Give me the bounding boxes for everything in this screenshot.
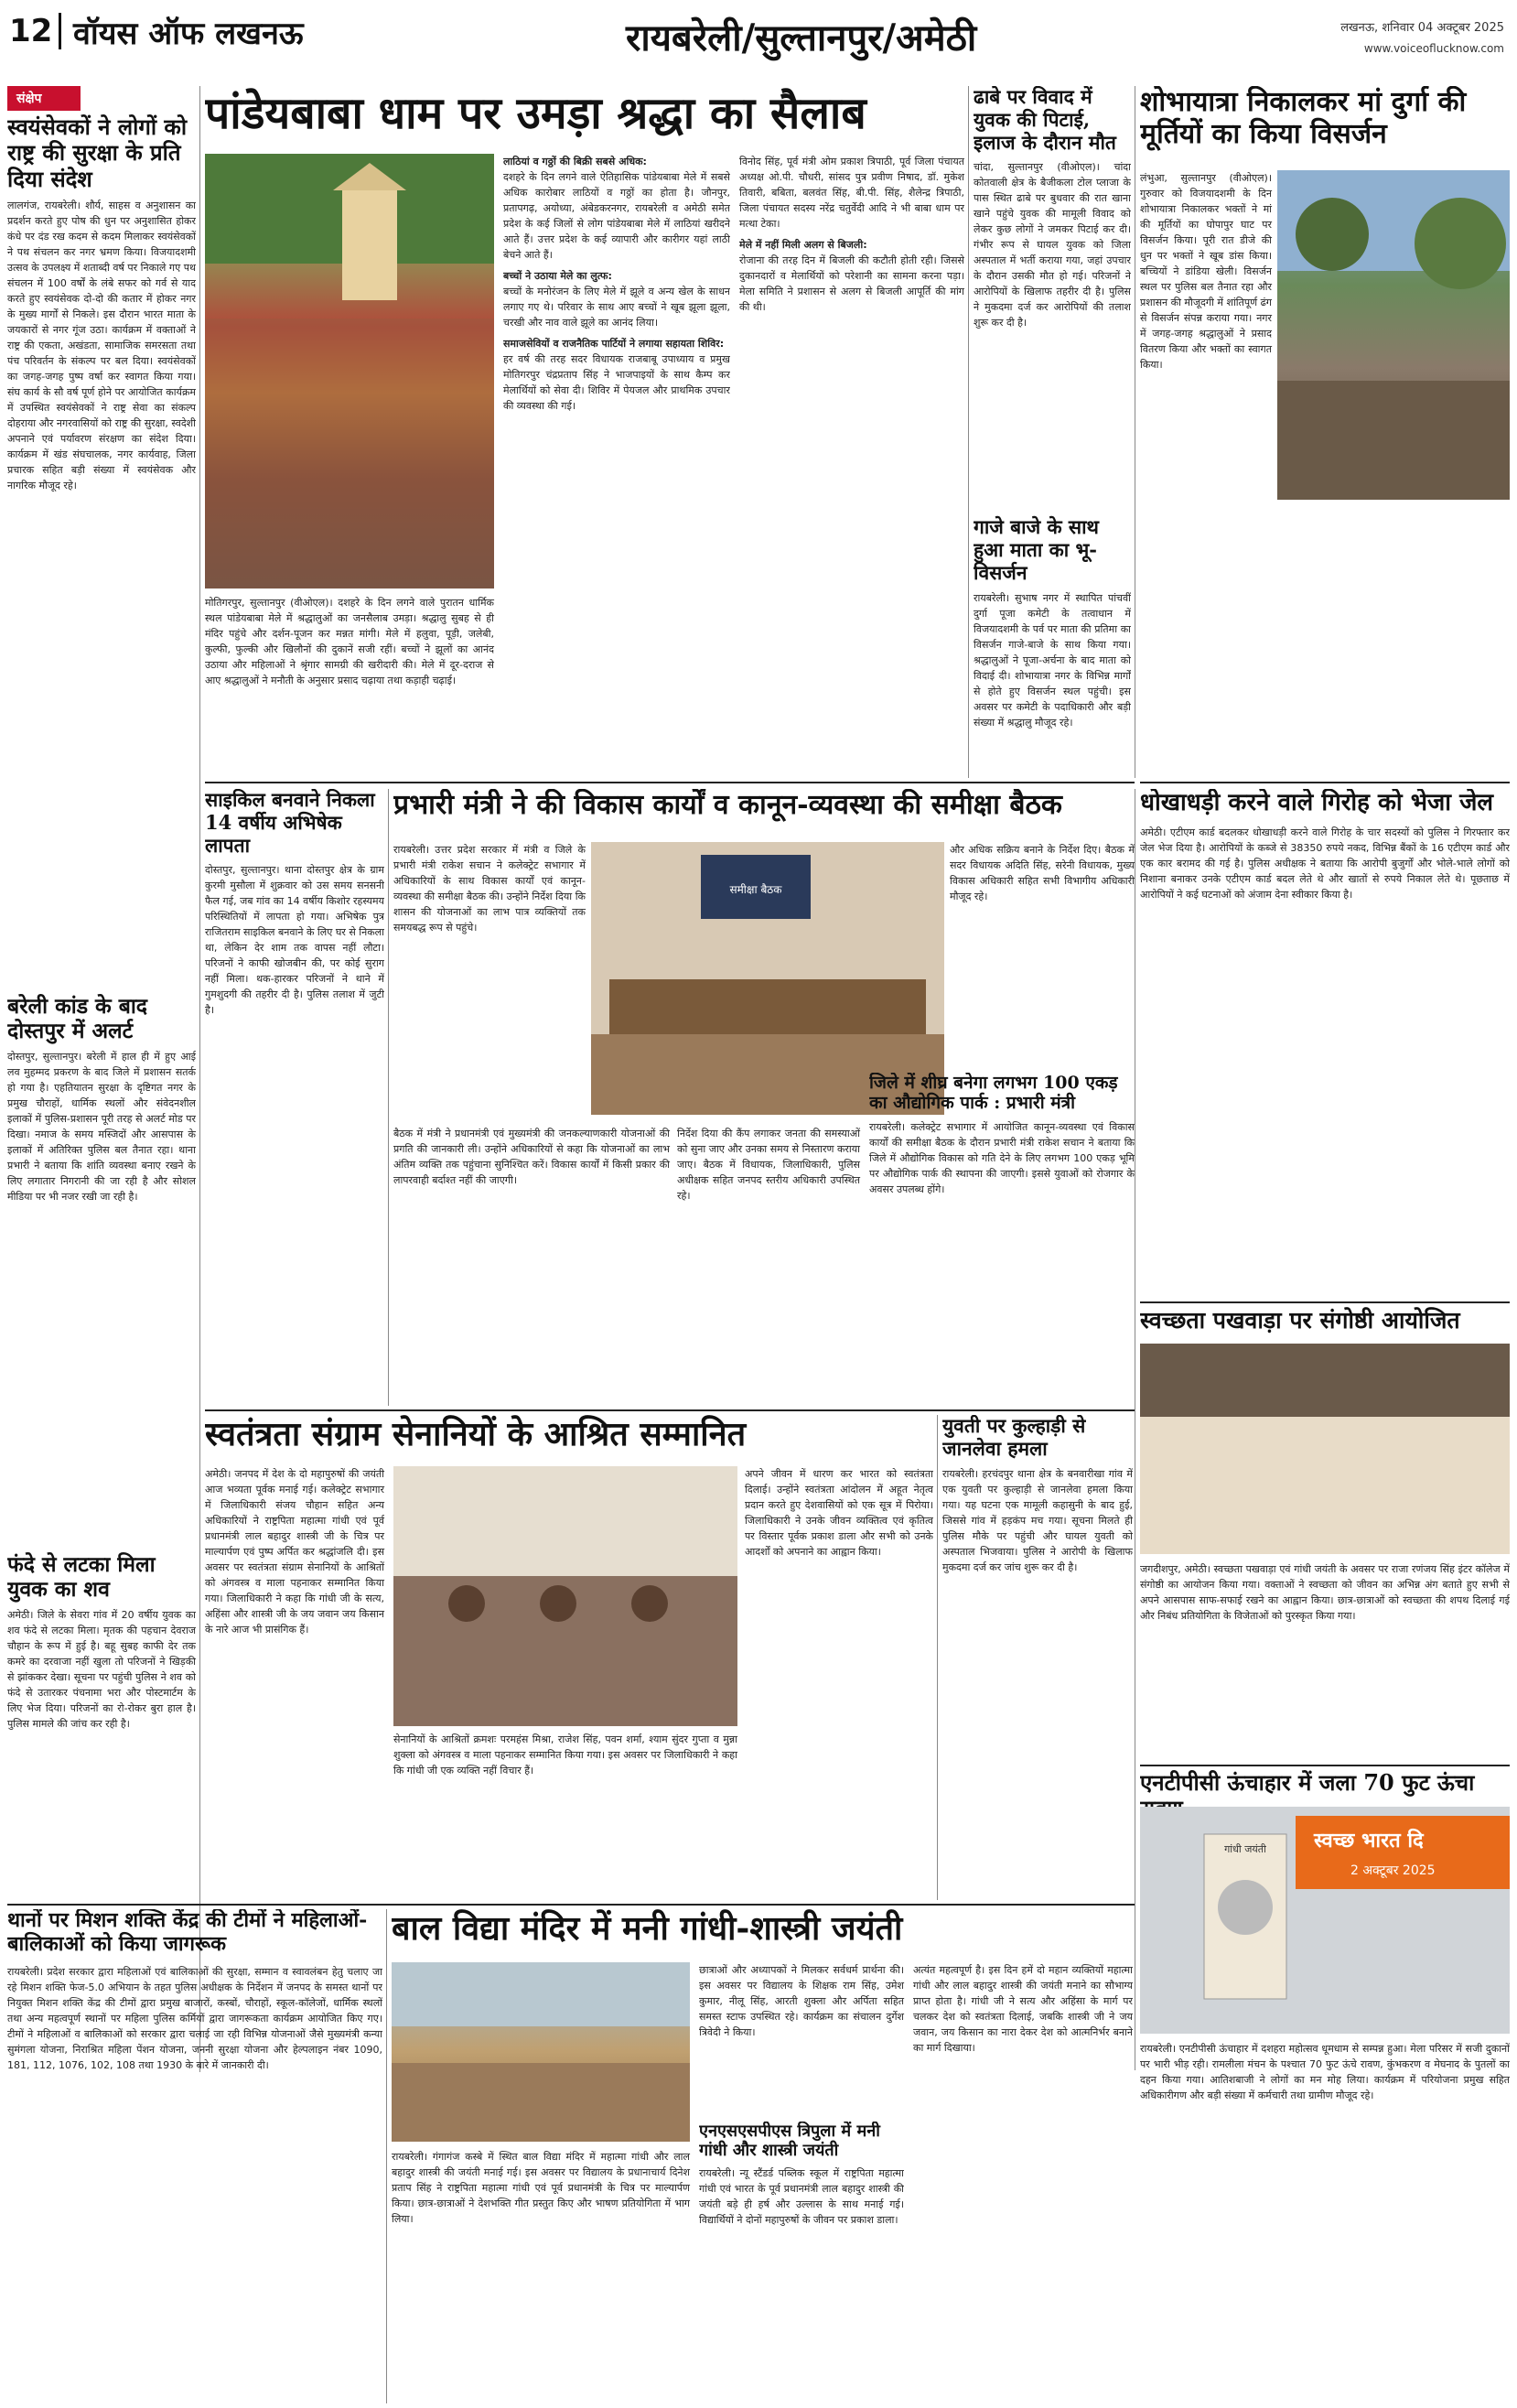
ravan-banner-date: 2 अक्टूबर 2025: [1350, 1863, 1436, 1878]
freedom-photo: [393, 1466, 737, 1726]
missing-body: दोस्तपुर, सुल्तानपुर। थाना दोस्तपुर क्षेत्र के ग्राम कुरमी मुसौला में शुक्रवार को उस समय सनसनी फैल गई, जब गांव का 14 वर्षीय किशोर रहस्यमय परिस्थितियों में लापता हो गया। अभिषेक पुत्र राजितराम साइकिल बनवाने के लिए घर से निकला था, लेकिन देर शाम तक वापस नहीं लौटा। परिजनों ने काफी खोजबीन की, पर कोई सुराग नहीं मिला। थक-हारकर परिजनों ने थाने में गुमशुदगी की तहरीर दी है। पुलिस तलाश में जुटी है।: [205, 864, 384, 1017]
lead-col2-body2: बच्चों के मनोरंजन के लिए मेले में झूले व अन्य खेल के साधन लगाए गए थे। परिवार के साथ आए बच्चों ने खूब झूला झूला, चरखी और नाव वाले झूले का आनंद लिया।: [503, 286, 730, 329]
minister-screen-text: समीक्षा बैठक: [729, 883, 782, 896]
school-headline: बाल विद्या मंदिर में मनी गांधी-शास्त्री जयंती: [392, 1909, 903, 1948]
school-sub-headline: एनएसएसपीएस त्रिपुला में मनी गांधी और शास्त्री जयंती: [699, 2122, 880, 2161]
procession-illustration: [1277, 170, 1510, 500]
garba-headline: गाजे बाजे के साथ हुआ माता का भू-विसर्जन: [974, 515, 1099, 584]
gandhi-banner-illustration: [1140, 1807, 1510, 2034]
freedom-body: अमेठी। जनपद में देश के दो महापुरुषों की जयंती आज भव्यता पूर्वक मनाई गई। कलेक्ट्रेट सभागार में जिलाधिकारी संजय चौहान सहित अन्य अधिकारियों ने राष्ट्रपिता महात्मा गांधी एवं पूर्व प्रधानमंत्री लाल बहादुर शास्त्री जी के चित्र पर माल्यार्पण एवं पुष्प अर्पित कर श्रद्धांजलि दी। इस अवसर पर स्वतंत्रता संग्राम सेनानियों के आश्रितों को अंगवस्त्र व माला पहनाकर सम्मानित किया गया। जिलाधिकारी ने कहा कि गांधी जी के सत्य, अहिंसा और शास्त्री जी के जय जवान जय किसान के नारे आज भी प्रासंगिक हैं।: [205, 1468, 384, 1636]
dateline: लखनऊ, शनिवार 04 अक्टूबर 2025: [1340, 21, 1504, 35]
minister-body-4: और अधिक सक्रिय बनाने के निर्देश दिए। बैठक में सदर विधायक अदिति सिंह, सरेनी विधायक, मुख्य विकास अधिकारी सहित सभी विभागीय अधिकारी मौजूद रहे।: [950, 844, 1135, 902]
minister-sub-body: रायबरेली। कलेक्ट्रेट सभागार में आयोजित कानून-व्यवस्था एवं विकास कार्यों की समीक्षा बैठक के दौरान प्रभारी मंत्री राकेश सचान ने बताया कि जिले में औद्योगिक विकास को गति देने के लिए लगभग 100 एकड़ भूमि पर औद्योगिक पार्क की स्थापना की जाएगी। इससे युवाओं को रोजगार के अवसर उपलब्ध होंगे।: [869, 1120, 1135, 1195]
school-story: [392, 1909, 1133, 2403]
minister-body-3: निर्देश दिया की कैंप लगाकर जनता की समस्याओं को सुना जाए और उनका समय से निस्तारण कराया जाए। बैठक में विधायक, जिलाधिकारी, पुलिस अधीक्षक सहित जनपद स्तरीय अधिकारी उपस्थित रहे।: [677, 1128, 860, 1202]
brief-column: [7, 86, 196, 2072]
website[interactable]: www.voiceoflucknow.com: [1363, 42, 1504, 55]
school-illustration: [392, 1962, 690, 2142]
lead-story: [205, 86, 964, 778]
masthead: वॉयस ऑफ लखनऊ: [73, 16, 304, 52]
attack-story: [942, 1415, 1133, 1900]
lead-col2-body: दशहरे के दिन लगने वाले ऐतिहासिक पांडेयबाबा मेले में सबसे अधिक कारोबार लाठियों व गठ्ठों का होता है। जौनपुर, प्रतापगढ़, अयोध्या, अंबेडकरनगर, रायबरेली व अमेठी समेत प्रदेश के कई जिलों से लोग पांडेयबाबा मेले में लाठियां खरीदने आते हैं। उत्तर प्रदेश के कई व्यापारी और कारीगर यहां लाठी बेचने आते हैं।: [503, 171, 730, 261]
lead-caption: मोतिगरपुर, सुल्तानपुर (वीओएल)। दशहरे के दिन लगने वाले पुरातन धार्मिक स्थल पांडेयबाबा मेले में श्रद्धालुओं का जनसैलाब उमड़ा। श्रद्धालु सुबह से ही मंदिर पहुंचे और दर्शन-पूजन कर मन्नत मांगी। मेले में हलुवा, पूड़ी, जलेबी, कुल्फी, फुल्की और खिलौनों की दुकानें सजी रहीं। बच्चों ने झूलों का आनंद उठाया और महिलाओं ने श्रृंगार सामग्री की खरीदारी की। मेले में दूर-दराज से आए श्रद्धालुओं ने मनौती के अनुसार प्रसाद चढ़ाया तथा कड़ाही चढ़ाई।: [205, 597, 494, 686]
lead-col2-sub2: बच्चों ने उठाया मेले का लुत्फ:: [503, 270, 612, 282]
brief-2-body: दोस्तपुर, सुल्तानपुर। बरेली में हाल ही में हुए आई लव मुहम्मद प्रकरण के बाद जिले में प्रशासन सतर्क हो गया है। एहतियातन सुरक्षा के दृष्टिगत नगर के प्रमुख चौराहों, धार्मिक स्थलों और संवेदनशील इलाकों में पुलिस-प्रशासन पूरी तरह से अलर्ट मोड पर दिखा। नमाज के समय मस्जिदों और आसपास के इलाकों में अतिरिक्त पुलिस बल तैनात रहा। थाना प्रभारी ने बताया कि शांति व्यवस्था बनाए रखने के लिए लगातार निगरानी की जा रही है और सोशल मीडिया पर भी नजर रखी जा रही है।: [7, 1051, 196, 1204]
fraud-story: [1140, 789, 1510, 1298]
brief-2-title: बरेली कांड के बाद दोस्तपुर में अलर्ट: [7, 993, 148, 1044]
page-header: [0, 0, 1517, 79]
swachh-story: [1140, 1307, 1510, 1761]
swachh-body: जगदीशपुर, अमेठी। स्वच्छता पखवाड़ा एवं गांधी जयंती के अवसर पर राजा रणंजय सिंह इंटर कॉलेज में संगोष्ठी का आयोजन किया गया। वक्ताओं ने स्वच्छता को जीवन का अभिन्न अंग बताते हुए सभी से अपने आसपास साफ-सफाई रखने का आह्वान किया। छात्र-छात्राओं को स्वच्छता की शपथ दिलाई गई और निबंध प्रतियोगिता के विजेताओं को पुरस्कृत किया गया।: [1140, 1563, 1510, 1622]
attack-body: रायबरेली। हरचंदपुर थाना क्षेत्र के बनवारीखा गांव में एक युवती पर कुल्हाड़ी से जानलेवा हमला किया गया। यह घटना एक मामूली कहासुनी के बाद हुई, जिससे गांव में हड़कंप मच गया। सूचना मिलते ही पुलिस मौके पर पहुंची और घायल युवती को अस्पताल भिजवाया। पुलिस ने आरोपी के खिलाफ मुकदमा दर्ज कर जांच शुरू कर दी है।: [942, 1467, 1133, 1573]
swachh-headline: स्वच्छता पखवाड़ा पर संगोष्ठी आयोजित: [1140, 1307, 1460, 1334]
minister-sub-headline: जिले में शीघ्र बनेगा लगभग 100 एकड़ का औद्योगिक पार्क : प्रभारी मंत्री: [869, 1073, 1118, 1114]
page-number: 12: [9, 13, 53, 49]
ravan-banner-text: स्वच्छ भारत दि: [1314, 1830, 1424, 1852]
ravan-portrait-label: गांधी जयंती: [1224, 1843, 1266, 1855]
shobha-headline: शोभायात्रा निकालकर मां दुर्गा की मूर्तियों का किया विसर्जन: [1140, 86, 1467, 151]
dhaba-story: [974, 86, 1131, 778]
shobha-photo: [1277, 170, 1510, 500]
lead-col2-sub3: समाजसेवियों व राजनैतिक पार्टियों ने लगाया सहायता शिविर:: [503, 338, 725, 350]
dhaba-body: चांदा, सुल्तानपुर (वीओएल)। चांदा कोतवाली क्षेत्र के बैजीकला टोल प्लाजा के पास स्थित ढाबे पर बुधवार की रात खाना खाने पहुंचे युवक की मामूली विवाद को लेकर कुछ लोगों ने जमकर पिटाई कर दी। गंभीर रूप से घायल युवक को जिला अस्पताल में भर्ती कराया गया, जहां उपचार के दौरान उसकी मौत हो गई। परिजनों ने आरोपियों के खिलाफ तहरीर दी है। पुलिस ने मुकदमा दर्ज कर आरोपियों की तलाश शुरू कर दी है।: [974, 161, 1131, 329]
lead-col3-body2: रोजाना की तरह दिन में बिजली की कटौती होती रही। जिससे दुकानदारों व मेलार्थियों को परेशानी का सामना करना पड़ा। मेला समिति ने प्रशासन से अलग से बिजली आपूर्ति की मांग की थी।: [739, 254, 964, 313]
garba-body: रायबरेली। सुभाष नगर में स्थापित पांचवीं दुर्गा पूजा कमेटी के तत्वाधान में विजयादशमी के पर्व पर माता की प्रतिमा का विसर्जन गाजे-बाजे के साथ किया गया। श्रद्धालुओं ने पूजा-अर्चना के बाद माता को विदाई दी। शोभायात्रा नगर के विभिन्न मार्गों से होते हुए विसर्जन स्थल पहुंची। इस अवसर पर कमेटी के पदाधिकारी और बड़ी संख्या में श्रद्धालु मौजूद रहे।: [974, 591, 1131, 729]
minister-body-2: बैठक में मंत्री ने प्रधानमंत्री एवं मुख्यमंत्री की जनकल्याणकारी योजनाओं की प्रगति की जानकारी ली। उन्होंने अधिकारियों से कहा कि योजनाओं का लाभ अंतिम व्यक्ति तक पहुंचाना सुनिश्चित करें। विकास कार्यों में किसी प्रकार की लापरवाही बर्दाश्त नहीं की जाएगी।: [393, 1128, 670, 1186]
brief-label: संक्षेप: [7, 86, 81, 111]
ravan-body: रायबरेली। एनटीपीसी ऊंचाहार में दशहरा महोत्सव धूमधाम से सम्पन्न हुआ। मेला परिसर में सजी दुकानों पर भारी भीड़ रही। रामलीला मंचन के पश्चात 70 फुट ऊंचे रावण, कुंभकरण व मेघनाद के पुतलों का दहन किया गया। आतिशबाजी ने लोगों का मन मोह लिया। कार्यक्रम में परियोजना प्रमुख सहित अधिकारीगण और बड़ी संख्या में कर्मचारी तथा ग्रामीण मौजूद रहे।: [1140, 2043, 1510, 2101]
lead-col3-sub: मेले में नहीं मिली अलग से बिजली:: [739, 239, 867, 251]
freedom-col4: अपने जीवन में धारण कर भारत को स्वतंत्रता दिलाई। उन्होंने स्वतंत्रता आंदोलन में अहूत नेतृत्व प्रदान करते हुए देशवासियों को एक सूत्र में पिरोया। जिलाधिकारी ने उनके जीवन व्यक्तित्व एवं कृतित्व पर विस्तार पूर्वक प्रकाश डाला और सभी को उनके आदर्शों को अपनाने का आह्वान किया।: [745, 1468, 933, 1558]
crowd-illustration: [205, 154, 494, 589]
school-body: रायबरेली। गंगागंज कस्बे में स्थित बाल विद्या मंदिर में महात्मा गांधी और लाल बहादुर शास्त्री की जयंती मनाई गई। इस अवसर पर विद्यालय के प्रधानाचार्य दिनेश प्रताप सिंह ने राष्ट्रपिता महात्मा गांधी एवं पूर्व प्रधानमंत्री के चित्र पर माल्यार्पण किया। छात्र-छात्राओं ने देशभक्ति गीत प्रस्तुत किए और भाषण प्रतियोगिता में भाग लिया।: [392, 2151, 690, 2225]
minister-story: [393, 789, 1135, 1406]
missing-story: [205, 789, 384, 1406]
lead-col3-body: विनोद सिंह, पूर्व मंत्री ओम प्रकाश त्रिपाठी, पूर्व जिला पंचायत अध्यक्ष ओ.पी. चौधरी, सांसद पुत्र प्रवीण निषाद, डॉ. मुकेश तिवारी, बबिता, बलवंत सिंह, बी.पी. सिंह, शैलेन्द्र त्रिपाठी, जिला पंचायत सदस्य नरेंद्र चतुर्वेदी आदि ने भी बाबा धाम पर मत्था टेका।: [739, 156, 964, 230]
brief-3-title: फंदे से लटका मिला युवक का शव: [7, 1552, 156, 1603]
attack-headline: युवती पर कुल्हाड़ी से जानलेवा हमला: [942, 1415, 1086, 1460]
missing-headline: साइकिल बनवाने निकला 14 वर्षीय अभिषेक लापता: [205, 789, 375, 857]
school-photo: [392, 1962, 690, 2142]
mission-headline: थानों पर मिशन शक्ति केंद्र की टीमों ने महिलाओं-बालिकाओं को किया जागरूक: [7, 1909, 368, 1956]
school-col5: अत्यंत महत्वपूर्ण है। इस दिन हमें दो महान व्यक्तियों महात्मा गांधी और लाल बहादुर शास्त्री की जयंती मनाने का सौभाग्य प्राप्त होता है। गांधी जी ने सत्य और अहिंसा के मार्ग पर चलकर देश को स्वतंत्रता दिलाई, जबकि शास्त्री जी ने जय जवान, जय किसान का नारा देकर देश को आत्मनिर्भर बनाने का मार्ग दिखाया।: [913, 1964, 1133, 2054]
brief-3-body: अमेठी। जिले के सेवरा गांव में 20 वर्षीय युवक का शव फंदे से लटका मिला। मृतक की पहचान देवराज चौहान के रूप में हुई है। बहू सुबह काफी देर तक कमरे का दरवाजा नहीं खुला तो परिजनों ने खिड़की से झांककर देखा। सूचना पर पहुंची पुलिस ने शव को फंदे से उतारकर पंचनामा भरा और पोस्टमार्टम के लिए भेज दिया। परिजनों का रो-रोकर बुरा हाल है। पुलिस मामले की जांच कर रही है।: [7, 1609, 196, 1731]
shobha-story: [1140, 86, 1510, 778]
fraud-headline: धोखाधड़ी करने वाले गिरोह को भेजा जेल: [1140, 789, 1493, 816]
classroom-illustration: [1140, 1344, 1510, 1554]
brief-1-title: स्वयंसेवकों ने लोगों को राष्ट्र की सुरक्षा के प्रति दिया संदेश: [7, 113, 188, 192]
freedom-story: [205, 1415, 933, 1900]
school-col3: छात्राओं और अध्यापकों ने मिलकर सर्वधर्म प्रार्थना की। इस अवसर पर विद्यालय के शिक्षक राम सिंह, उमेश कुमार, नीलू सिंह, आरती शुक्ला और अर्पिता सहित समस्त स्टाफ उपस्थित रहे। कार्यक्रम का संचालन दुर्गेश त्रिवेदी ने किया।: [699, 1964, 904, 2038]
ravan-story: [1140, 1770, 1510, 2402]
swachh-photo: [1140, 1344, 1510, 1554]
lead-col2-intro: लाठियां व गठ्ठों की बिक्री सबसे अधिक:: [503, 156, 647, 167]
school-sub-body: रायबरेली। न्यू स्टैंडर्ड पब्लिक स्कूल में राष्ट्रपिता महात्मा गांधी एवं भारत के पूर्व प्रधानमंत्री लाल बहादुर शास्त्री की जयंती बड़े ही हर्ष और उल्लास के साथ मनाई गई। विद्यार्थियों ने दोनों महापुरुषों के जीवन पर प्रकाश डाला।: [699, 2167, 904, 2227]
fraud-body: अमेठी। एटीएम कार्ड बदलकर धोखाधड़ी करने वाले गिरोह के चार सदस्यों को पुलिस ने गिरफ्तार कर जेल भेज दिया है। आरोपियों के कब्जे से 38350 रुपये नकद, विभिन्न बैंकों के 16 एटीएम कार्ड और एक कार बरामद की गई है। पुलिस अधीक्षक ने बताया कि आरोपी बुजुर्गों और भोले-भाले लोगों को निशाना बनाकर उनके एटीएम कार्ड बदल लेते थे और खातों से रुपये निकाल लेते थे। पूछताछ में आरोपियों ने कई घटनाओं को अंजाम देना स्वीकार किया है।: [1140, 826, 1510, 901]
lead-headline: पांडेयबाबा धाम पर उमड़ा श्रद्धा का सैलाब: [205, 88, 866, 139]
lead-photo: [205, 154, 494, 589]
minister-body-1: रायबरेली। उत्तर प्रदेश सरकार में मंत्री व जिले के प्रभारी मंत्री राकेश सचान ने कलेक्ट्रेट सभागार में अधिकारियों के साथ विकास कार्यों एवं कानून-व्यवस्था की समीक्षा बैठक की। उन्होंने निर्देश दिया कि शासन की योजनाओं का लाभ पात्र व्यक्तियों तक समयबद्ध रूप से पहुंचे।: [393, 844, 586, 934]
minister-headline: प्रभारी मंत्री ने की विकास कार्यों व कानून-व्यवस्था की समीक्षा बैठक: [393, 789, 1062, 821]
mission-story: [7, 1909, 382, 2403]
freedom-caption: सेनानियों के आश्रितों क्रमशः परमहंस मिश्रा, राजेश सिंह, पवन शर्मा, श्याम सुंदर गुप्ता व मुन्ना शुक्ला को अंगवस्त्र व माला पहनाकर सम्मानित किया गया। इस अवसर पर जिलाधिकारी ने कहा कि गांधी जी एक व्यक्ति नहीं विचार हैं।: [393, 1733, 737, 1776]
felicitation-illustration: [393, 1466, 737, 1726]
mission-body: रायबरेली। प्रदेश सरकार द्वारा महिलाओं एवं बालिकाओं की सुरक्षा, सम्मान व स्वावलंबन हेतु चलाए जा रहे मिशन शक्ति फेज-5.0 अभियान के तहत पुलिस अधीक्षक के निर्देशन में जनपद के समस्त थानों पर नियुक्त मिशन शक्ति केंद्र की टीमों द्वारा प्रमुख बाजारों, कस्बों, चौराहों, स्कूल-कॉलेजों, धार्मिक स्थलों तथा अन्य महत्वपूर्ण स्थानों पर महिला पुलिस कर्मियों द्वारा जागरूकता कार्यक्रम आयोजित किए गए। टीमों ने महिलाओं व बालिकाओं को सरकार द्वारा चलाई जा रही विभिन्न योजनाओं जैसे मुख्यमंत्री कन्या सुमंगला योजना, निराश्रित महिला पेंशन योजना, जननी सुरक्षा योजना और हेल्पलाइन नंबर 1090, 181, 112, 1076, 102, 108 तथा 1930 के बारे में जानकारी दी।: [7, 1965, 382, 2071]
ravan-headline: एनटीपीसी ऊंचाहार में जला 70 फुट ऊंचा: [1140, 1770, 1475, 1796]
shobha-body: लंभुआ, सुल्तानपुर (वीओएल)। गुरुवार को विजयादशमी के दिन शोभायात्रा निकालकर भक्तों ने मां की मूर्तियों का घोपापुर घाट पर विसर्जन किया। पूरी रात डीजे की धुन पर भक्तों ने खूब डांस किया। बच्चियों ने डांडिया खेली। विसर्जन स्थल पर पुलिस बल तैनात रहा और प्रशासन की मौजूदगी में शांतिपूर्ण ढंग से विसर्जन संपन्न कराया गया। नगर में जगह-जगह श्रद्धालुओं ने प्रसाद वितरण किया और भक्तों का स्वागत किया।: [1140, 172, 1272, 371]
section-title: रायबरेली/सुल्तानपुर/अमेठी: [626, 16, 977, 59]
freedom-headline: स्वतंत्रता संग्राम सेनानियों के आश्रित सम्मानित: [205, 1415, 747, 1453]
dhaba-headline: ढाबे पर विवाद में युवक की पिटाई, इलाज के दौरान मौत: [974, 86, 1116, 154]
lead-col2-body3: हर वर्ष की तरह सदर विधायक राजबाबू उपाध्याय व प्रमुख मोतिगरपुर चंद्रप्रताप सिंह ने भाजपाइयों के साथ कैम्प कर मेलार्थियों को सेवा दी। शिविर में पेयजल और प्राथमिक उपचार की व्यवस्था की गई।: [503, 353, 730, 412]
brief-1-body: लालगंज, रायबरेली। शौर्य, साहस व अनुशासन का प्रदर्शन करते हुए पोष की धुन पर अनुशासित होकर कंधे पर दंड रख कदम से कदम मिलाकर स्वयंसेवकों ने पथ संचलन कर नगर भ्रमण किया। विजयादशमी उत्सव के उपलक्ष्य में शताब्दी वर्ष पर निकाले गए पथ संचलन में 100 वर्षों के लंबे सफर को गर्व से याद करते हुए स्वयंसेवक दो-दो की कतार में होकर नगर के मुख्य मार्गों से निकले। इस दौरान भारत माता के जयकारों से नगर गूंज उठा। कार्यक्रम में वक्ताओं ने राष्ट्र की एकता, अखंडता, सामाजिक समरसता तथा पंच परिवर्तन के संकल्प पर बल दिया। स्वयंसेवकों का जगह-जगह पुष्प वर्षा कर स्वागत किया गया। संघ कार्य के सौ वर्ष पूर्ण होने पर आयोजित कार्यक्रम में उपस्थित स्वयंसेवकों ने राष्ट्र सेवा का संकल्प दोहराया और नगरवासियों को राष्ट्र की सुरक्षा, स्वदेशी अपनाने एवं पर्यावरण संरक्षण का संदेश दिया। कार्यक्रम में खंड संघचालक, नगर कार्यवाह, जिला प्रचारक सहित बड़ी संख्या में स्वयंसेवक और नागरिक मौजूद रहे।: [7, 199, 196, 491]
ravan-photo: [1140, 1807, 1510, 2034]
